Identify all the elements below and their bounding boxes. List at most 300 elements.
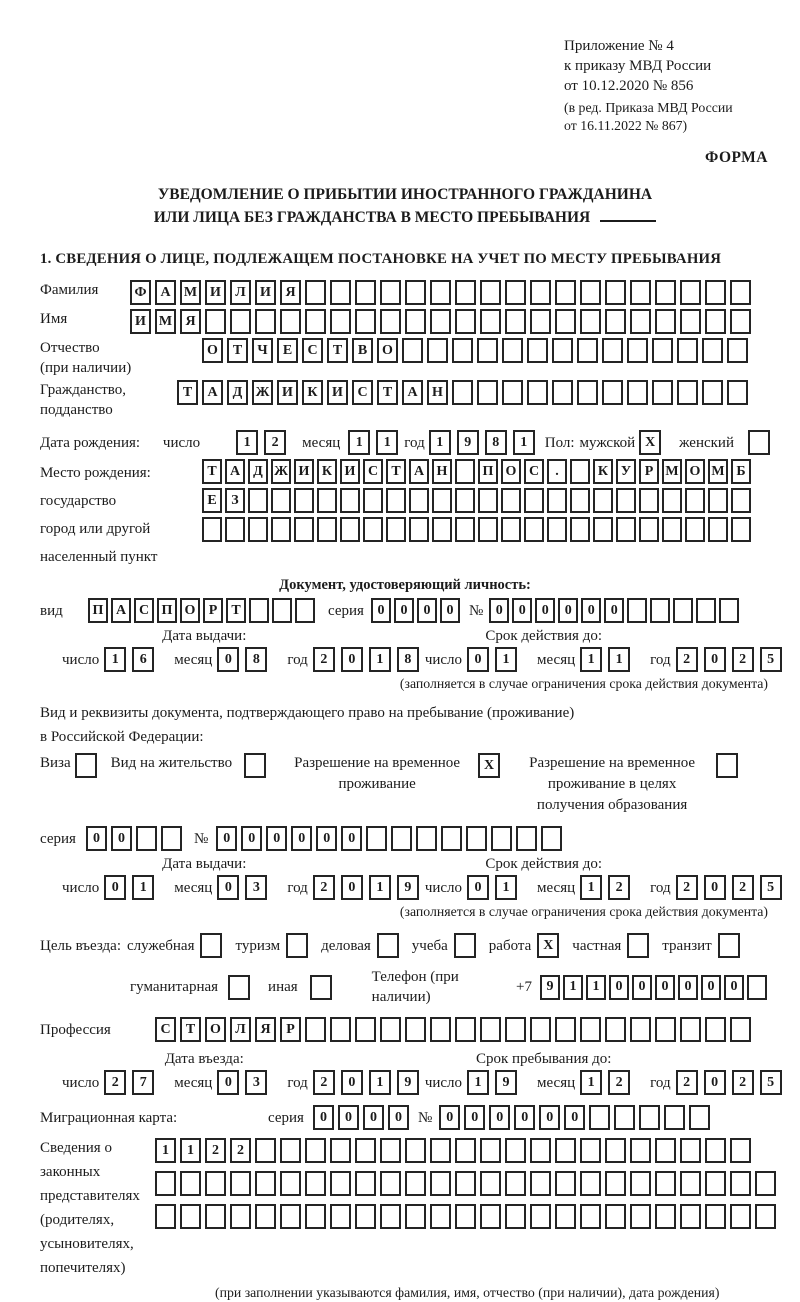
cell: У [616,459,636,484]
cell [655,280,676,305]
cell [355,309,376,334]
cell: Ф [130,280,151,305]
cell [455,488,475,513]
cell [593,488,613,513]
cell: П [478,459,498,484]
residence-date-labels [40,856,770,873]
cell [272,598,292,623]
cell: 2 [313,875,335,900]
birth-place-cells-row1 [202,459,754,484]
purpose-tourism-label: туризм [235,937,281,954]
cell [225,517,245,542]
cell: 0 [111,826,132,851]
cell [249,598,269,623]
stay-month [580,1070,636,1095]
series-label: серия [268,1109,304,1126]
cell: 0 [489,1105,510,1130]
cell: 3 [245,875,267,900]
cell: 0 [539,1105,560,1130]
cell [409,517,429,542]
cell [605,1204,626,1229]
cell: О [205,1017,226,1042]
cell: 1 [608,647,630,672]
month-label: месяц [174,1074,213,1091]
cell [630,280,651,305]
purpose-tourism-checkbox [286,933,308,958]
cell: С [155,1017,176,1042]
cell: 0 [678,975,698,1000]
migration-card-label: Миграционная карта: [40,1109,178,1126]
cell: 0 [704,647,726,672]
identity-issue-month [217,647,273,672]
cell [405,280,426,305]
cell [441,826,462,851]
cell: А [402,380,423,405]
entry-dates-row [40,1070,775,1095]
cell [580,1017,601,1042]
cell: О [685,459,705,484]
cell: М [180,280,201,305]
cell [755,1204,776,1229]
cell [432,517,452,542]
cell: 9 [457,430,479,455]
cell [580,1171,601,1196]
identity-issue-date [62,647,425,672]
year-label: год [287,1074,308,1091]
cell: 0 [388,1105,409,1130]
cell [570,517,590,542]
purpose-other-label: иная [268,979,298,995]
cell [255,1138,276,1163]
surname-row [40,280,770,305]
cell: 1 [513,430,535,455]
cell: В [352,338,373,363]
cell [455,1204,476,1229]
cell: 1 [495,647,517,672]
cell: 0 [217,647,239,672]
cell [530,1204,551,1229]
cell: С [302,338,323,363]
cell [355,1017,376,1042]
cell [705,309,726,334]
residence-number-cells [216,826,566,851]
patronymic-row [40,338,770,378]
cell: Р [280,1017,301,1042]
cell: К [302,380,323,405]
residence-intro-line1: Вид и реквизиты документа, подтверждающего право на пребывание (проживание) [40,705,575,721]
cell: 2 [732,1070,754,1095]
cell: А [111,598,131,623]
cell [505,280,526,305]
cell [430,280,451,305]
cell [230,1171,251,1196]
appendix-line: к приказу МВД России [564,58,712,74]
entry-purpose-label: Цель въезда: [40,937,121,954]
cell [205,309,226,334]
cell: 0 [316,826,337,851]
cell [702,380,723,405]
cell: 0 [632,975,652,1000]
birth-place-cells-row3 [202,517,754,542]
cell: Т [202,459,222,484]
doc-kind-label: вид [40,602,63,619]
cell [430,1017,451,1042]
cell [605,1138,626,1163]
purpose-transit-checkbox [718,933,740,958]
residence-valid-day [467,875,523,900]
birth-month-cells [348,430,404,455]
cell: 1 [467,1070,489,1095]
cell: С [352,380,373,405]
legal-reps-row [40,1136,770,1280]
cell [570,459,590,484]
legal-reps-cells-row3 [155,1204,780,1229]
migration-number-cells [439,1105,714,1130]
cell [602,338,623,363]
profession-row [40,1017,770,1042]
cell [705,1138,726,1163]
cell [294,517,314,542]
cell [455,1138,476,1163]
cell [705,280,726,305]
cell [747,975,767,1000]
cell [677,380,698,405]
cell: 0 [558,598,578,623]
birth-place-cells-block [202,459,754,546]
cell: Л [230,1017,251,1042]
cell [627,380,648,405]
cell [616,517,636,542]
temp-residence-label: Разрешение на временное проживание [294,755,461,792]
doc-number-cells [489,598,742,623]
cell [355,280,376,305]
cell [355,1204,376,1229]
cell [305,1138,326,1163]
cell: 2 [732,647,754,672]
month-label: месяц [174,651,213,668]
birth-date-row [40,430,770,455]
cell [630,1204,651,1229]
stay-until-group [425,1070,788,1095]
cell: 0 [417,598,437,623]
cell: С [524,459,544,484]
cell [491,826,512,851]
cell [136,826,157,851]
cell: 1 [376,430,398,455]
cell [355,1138,376,1163]
residence-permit-checkbox [244,753,266,778]
purpose-business-label: деловая [321,937,371,954]
cell [402,338,423,363]
surname-cells [130,280,755,305]
cell [555,1138,576,1163]
month-label: месяц [174,879,213,896]
cell [731,488,751,513]
cell [547,517,567,542]
cell [355,1171,376,1196]
series-label: серия [328,602,364,619]
cell [652,338,673,363]
amendment-line: (в ред. Приказа МВД России [564,100,733,115]
cell: А [155,280,176,305]
identity-dates-row [40,647,775,672]
cell [255,1204,276,1229]
cell [380,1171,401,1196]
cell: 2 [205,1138,226,1163]
cell: 0 [704,1070,726,1095]
purpose-official-label: служебная [126,937,195,954]
day-label: число [62,651,100,668]
cell: Н [432,459,452,484]
temp-residence-edu-label: Разрешение на временное проживание в целях получения образования [529,755,696,813]
identity-doc-heading: Документ, удостоверяющий личность: [279,577,531,593]
cell: Т [327,338,348,363]
cell [161,826,182,851]
cell [380,1017,401,1042]
cell: 0 [464,1105,485,1130]
cell [705,1171,726,1196]
issue-date-label: Дата выдачи: [162,856,247,872]
month-label: месяц [537,651,576,668]
cell: 2 [676,1070,698,1095]
section1-heading: 1. СВЕДЕНИЯ О ЛИЦЕ, ПОДЛЕЖАЩЕМ ПОСТАНОВКЕ НА УЧЕТ ПО МЕСТУ ПРЕБЫВАНИЯ [40,251,722,267]
cell: 9 [397,1070,419,1095]
cell: П [88,598,108,623]
purpose-private-checkbox [627,933,649,958]
cell [363,517,383,542]
cell: М [708,459,728,484]
purpose-other-checkbox [310,975,332,1000]
issue-date-label: Дата выдачи: [162,628,247,644]
identity-valid-month [580,647,636,672]
cell [639,488,659,513]
cell: 6 [132,647,154,672]
cell [280,1204,301,1229]
legal-reps-note: (при заполнении указываются фамилия, имя, отчество (при наличии), дата рождения) [215,1285,720,1300]
cell [696,598,716,623]
cell: 0 [701,975,721,1000]
cell [280,1171,301,1196]
cell [455,459,475,484]
migration-card-row [40,1105,770,1130]
residence-options-row [40,753,770,816]
cell [577,338,598,363]
name-label: Имя [40,311,68,327]
cell [605,1171,626,1196]
cell [616,488,636,513]
cell: А [409,459,429,484]
patronymic-cells [202,338,752,363]
cell: 8 [245,647,267,672]
cell: Т [226,598,246,623]
cell [577,380,598,405]
cell: 1 [236,430,258,455]
cell: Д [248,459,268,484]
cell [405,1138,426,1163]
cell [155,1204,176,1229]
cell [305,1017,326,1042]
cell [205,1204,226,1229]
cell: И [294,459,314,484]
cell [731,517,751,542]
doc-series-cells [371,598,463,623]
cell [650,598,670,623]
cell [363,488,383,513]
purpose-humanitarian-label: гуманитарная [130,979,219,995]
cell: 0 [216,826,237,851]
cell: Я [180,309,201,334]
cell [627,598,647,623]
visa-label: Виза [40,755,71,771]
cell [305,1204,326,1229]
cell [380,1204,401,1229]
cell [555,1171,576,1196]
cell: И [205,280,226,305]
residence-dates-row [40,875,775,900]
cell [430,1138,451,1163]
cell [580,309,601,334]
cell [430,309,451,334]
cell: 0 [512,598,532,623]
cell [589,1105,610,1130]
cell [630,309,651,334]
stay-day [467,1070,523,1095]
cell [405,1204,426,1229]
cell: 1 [104,647,126,672]
cell [505,1204,526,1229]
residence-series-row [40,826,770,851]
visa-checkbox [75,753,97,778]
cell: 1 [580,1070,602,1095]
cell: 0 [104,875,126,900]
cell [639,517,659,542]
residence-issue-year [313,875,425,900]
cell [455,1171,476,1196]
year-label: год [404,434,425,451]
identity-date-labels [40,628,770,645]
cell [480,309,501,334]
cell [755,1171,776,1196]
cell: Т [180,1017,201,1042]
cell [202,517,222,542]
cell [652,380,673,405]
cell [627,338,648,363]
cell [271,488,291,513]
cell: 7 [132,1070,154,1095]
identity-valid-year [676,647,788,672]
cell: З [225,488,245,513]
cell: 0 [564,1105,585,1130]
purpose-work-label: работа [488,937,532,954]
cell [480,1017,501,1042]
cell [685,517,705,542]
cell: 0 [724,975,744,1000]
cell: Ч [252,338,273,363]
cell [527,338,548,363]
cell: 8 [485,430,507,455]
cell [180,1171,201,1196]
cell: Ж [252,380,273,405]
cell: 0 [514,1105,535,1130]
year-label: год [650,1074,671,1091]
cell [655,309,676,334]
cell: 0 [609,975,629,1000]
cell [330,280,351,305]
cell: С [363,459,383,484]
cell [547,488,567,513]
cell [505,1017,526,1042]
cell: 1 [132,875,154,900]
cell: 0 [241,826,262,851]
cell [527,380,548,405]
cell: К [593,459,613,484]
cell: 0 [489,598,509,623]
cell [655,1138,676,1163]
cell [639,1105,660,1130]
cell [680,1017,701,1042]
cell [480,280,501,305]
cell: С [134,598,154,623]
cell [294,488,314,513]
cell: А [225,459,245,484]
cell: 0 [440,598,460,623]
residence-valid-date [425,875,788,900]
cell [524,517,544,542]
citizenship-cells [177,380,752,405]
cell: 3 [245,1070,267,1095]
cell [248,488,268,513]
entry-purpose-row2 [40,967,770,1007]
cell [502,338,523,363]
cell: Т [377,380,398,405]
cell: 0 [439,1105,460,1130]
day-label: число [424,651,463,668]
sex-female-checkbox [748,430,770,455]
cell [680,309,701,334]
cell: 0 [341,826,362,851]
cell: И [340,459,360,484]
cell: Б [731,459,751,484]
legal-reps-cells-block [155,1138,780,1233]
cell [541,826,562,851]
cell: И [327,380,348,405]
cell [205,1171,226,1196]
phone-prefix: +7 [516,979,532,995]
cell [502,380,523,405]
visa-option [40,753,97,778]
residence-valid-year [676,875,788,900]
cell: 0 [217,1070,239,1095]
doc-kind-cells [88,598,318,623]
purpose-work-checkbox: X [537,933,559,958]
legal-reps-cells-row2 [155,1171,780,1196]
sex-label: Пол: [544,434,575,451]
amendment-line: от 16.11.2022 № 867) [564,118,688,133]
citizenship-row [40,380,770,420]
cell: 0 [655,975,675,1000]
cell [427,338,448,363]
cell [391,826,412,851]
cell [480,1204,501,1229]
cell [405,1017,426,1042]
cell [230,309,251,334]
identity-issue-day [104,647,160,672]
cell [455,1017,476,1042]
cell: О [202,338,223,363]
day-label: число [424,879,463,896]
cell [455,309,476,334]
cell: Т [386,459,406,484]
